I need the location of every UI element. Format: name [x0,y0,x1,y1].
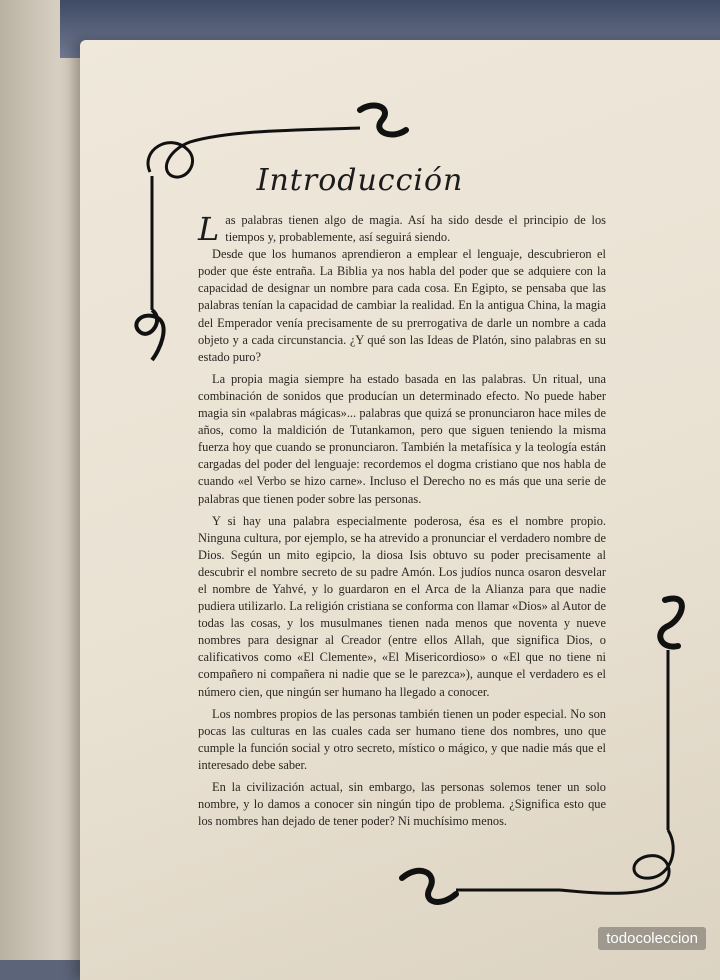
paragraph-2: Desde que los humanos aprendieron a emplear el lenguaje, descubrieron el poder que éste entraña. La Biblia ya nos habla del poder que se adquiere con la capacidad de designar un nombre para cada cosa. En Egipto, se pensaba que las palabras tenían la capacidad de cambiar la realidad. En la antigua China, la magia del Emperador venía precisamente de su prerrogativa de darle un nombre a cada objeto y a cada circunstancia. ¿Y qué son las Ideas de Platón, sino palabras en su estado puro? [198,247,606,364]
paragraph-3: La propia magia siempre ha estado basada en las palabras. Un ritual, una combinación de sonidos que producían un determinado efecto. No puede haber magia sin «palabras mágicas»... palabras que quizá se pronunciaron hace miles de años, como la maldición de Tutankamon, pero que siguen teniendo la misma fuerza hoy que cuando se pronunciaron. También la metafísica y la teología están cargadas del poder del lenguaje: recordemos el dogma cristiano que nos habla de cuando «el Verbo se hizo carne». Incluso el Derecho no es más que una serie de palabras que tienen poder sobre las personas. [198,371,606,506]
paragraph-1: Las palabras tienen algo de magia. Así ha sido desde el principio de los tiempos y, probablemente, así seguirá siendo. [198,210,606,248]
flourish-top-squiggle [360,105,406,134]
flourish-bottom-squiggle [402,871,456,902]
flourish-bottom-right [560,830,673,893]
drop-cap: L [198,210,220,248]
paragraph-4: Y si hay una palabra especialmente poderosa, ésa es el nombre propio. Ninguna cultura, por ejemplo, se ha atrevido a pronunciar el verdadero nombre de Dios. Según un mito egipcio, la diosa Isis obtuvo su poder precisamente al descubrir el nombre secreto de su padre Amón. Los judíos nunca osaron desvelar el nombre de Yahvé, y lo guardaron en el Arca de la Alianza para que nadie pudiera utilizarlo. La religión cristiana se conforma con llamar «Dios» al Autor de todas las cosas, y los musulmanes tienen nada menos que noventa y nueve nombres para designar al Creador (entre ellos Allah, que significa Dios, o calificativos como «El Clemente», «El Misericordioso» o «El que no tiene ni compañero ni compañera ni nadie que se le parezca»), aunque el verdadero es el número cien, que ningún ser humano ha llegado a conocer. [198,513,606,699]
flourish-left [136,310,163,360]
body-text [198,212,606,830]
chapter-title: Introducción [256,163,464,198]
flourish-right-top [660,598,682,646]
paragraph-5: Los nombres propios de las personas también tienen un poder especial. No son pocas las culturas en las cuales cada ser humano tiene dos nombres, uno que cumple la función social y otro secreto, místico o mágico, y que nadie más que el interesado debe saber. [198,706,606,772]
watermark: todocoleccion [598,927,706,950]
paragraph-6: En la civilización actual, sin embargo, las personas solemos tener un solo nombre, y lo damos a conocer sin ningún tipo de problema. ¿Significa esto que los nombres han dejado de tener poder? Ni muchísimo menos. [198,780,606,829]
